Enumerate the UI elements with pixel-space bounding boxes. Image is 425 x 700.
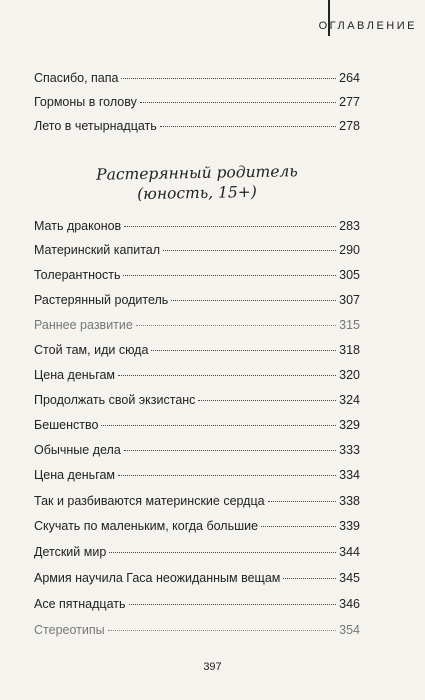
dot-leader	[140, 101, 336, 103]
toc-entry[interactable]	[34, 544, 360, 560]
dot-leader	[123, 274, 336, 276]
toc-entry[interactable]	[34, 442, 360, 458]
toc-entry[interactable]	[34, 218, 360, 234]
toc-entry-title: Мать драконов	[34, 219, 122, 233]
toc-entry-page: 307	[339, 293, 360, 307]
toc-entry[interactable]	[34, 292, 360, 308]
toc-entry-page: 290	[339, 243, 360, 257]
toc-entry[interactable]	[34, 367, 360, 383]
dot-leader	[124, 449, 336, 451]
toc-entry-title: Стереотипы	[34, 623, 105, 637]
toc-entry[interactable]	[34, 392, 360, 408]
dot-leader	[261, 525, 336, 527]
toc-entry[interactable]	[34, 317, 360, 333]
toc-entry[interactable]	[34, 570, 360, 586]
toc-entry-title: Стой там, иди сюда	[34, 343, 149, 357]
dot-leader	[171, 299, 336, 301]
toc-entry-title: Спасибо, папа	[34, 71, 119, 85]
toc-entry-page: 320	[339, 368, 360, 382]
toc-entry[interactable]	[34, 267, 360, 283]
toc-entry-page: 338	[339, 494, 360, 508]
toc-entry[interactable]	[34, 70, 360, 86]
dot-leader	[268, 500, 337, 502]
toc-entry-title: Материнский капитал	[34, 243, 161, 257]
toc-entry-page: 278	[339, 119, 360, 133]
dot-leader	[124, 225, 336, 227]
dot-leader	[121, 77, 336, 79]
page-number: 397	[203, 661, 222, 673]
toc-entry-title: Цена деньгам	[34, 468, 116, 482]
dot-leader	[129, 603, 337, 605]
toc-entry-title: Асе пятнадцать	[34, 597, 126, 611]
toc-entry[interactable]	[34, 596, 360, 612]
toc-entry-title: Так и разбиваются материнские сердца	[34, 494, 265, 508]
dot-leader	[136, 324, 336, 326]
toc-entry[interactable]	[34, 622, 360, 638]
section-heading-line-1: Растерянный родитель	[96, 162, 298, 184]
toc-entry[interactable]	[34, 342, 360, 358]
toc-entry-page: 329	[339, 418, 360, 432]
dot-leader	[151, 349, 336, 351]
running-header: ОГЛАВЛЕНИЕ	[318, 20, 417, 32]
dot-leader	[118, 374, 336, 376]
toc-entry-page: 333	[339, 443, 360, 457]
toc-entry-page: 305	[339, 268, 360, 282]
toc-entry[interactable]	[34, 118, 360, 134]
toc-entry-page: 334	[339, 468, 360, 482]
dot-leader	[283, 577, 336, 579]
toc-entry-title: Бешенство	[34, 418, 99, 432]
toc-entry[interactable]	[34, 94, 360, 110]
toc-entry-page: 315	[339, 318, 360, 332]
toc-entry-title: Обычные дела	[34, 443, 121, 457]
toc-entry-title: Продолжать свой экзистанс	[34, 393, 196, 407]
dot-leader	[118, 474, 336, 476]
toc-entry-page: 318	[339, 343, 360, 357]
toc-entry-page: 339	[339, 519, 360, 533]
toc-entry-page: 283	[339, 219, 360, 233]
toc-entry-title: Скучать по маленьким, когда большие	[34, 519, 259, 533]
dot-leader	[160, 125, 336, 127]
toc-entry-title: Армия научила Гаса неожиданным вещам	[34, 571, 281, 585]
toc-entry[interactable]	[34, 493, 360, 509]
toc-entry-title: Гормоны в голову	[34, 95, 137, 109]
toc-entry[interactable]	[34, 242, 360, 258]
toc-entry-title: Детский мир	[34, 545, 107, 559]
toc-entry-title: Раннее развитие	[34, 318, 133, 332]
toc-entry-title: Лето в четырнадцать	[34, 119, 157, 133]
toc-entry[interactable]	[34, 417, 360, 433]
toc-entry-page: 345	[339, 571, 360, 585]
toc-entry-page: 264	[339, 71, 360, 85]
toc-entry-page: 277	[339, 95, 360, 109]
toc-entry-title: Толерантность	[34, 268, 121, 282]
toc-entry-title: Растерянный родитель	[34, 293, 169, 307]
dot-leader	[109, 551, 336, 553]
toc-entry-page: 346	[339, 597, 360, 611]
dot-leader	[163, 249, 336, 251]
toc-entry-page: 344	[339, 545, 360, 559]
toc-entry-title: Цена деньгам	[34, 368, 116, 382]
toc-entry[interactable]	[34, 518, 360, 534]
toc-entry-page: 354	[339, 623, 360, 637]
toc-entry-page: 324	[339, 393, 360, 407]
dot-leader	[101, 424, 336, 426]
toc-entry[interactable]	[34, 467, 360, 483]
dot-leader	[198, 399, 336, 401]
section-heading-line-2: (юность, 15+)	[137, 182, 257, 204]
dot-leader	[108, 629, 337, 631]
